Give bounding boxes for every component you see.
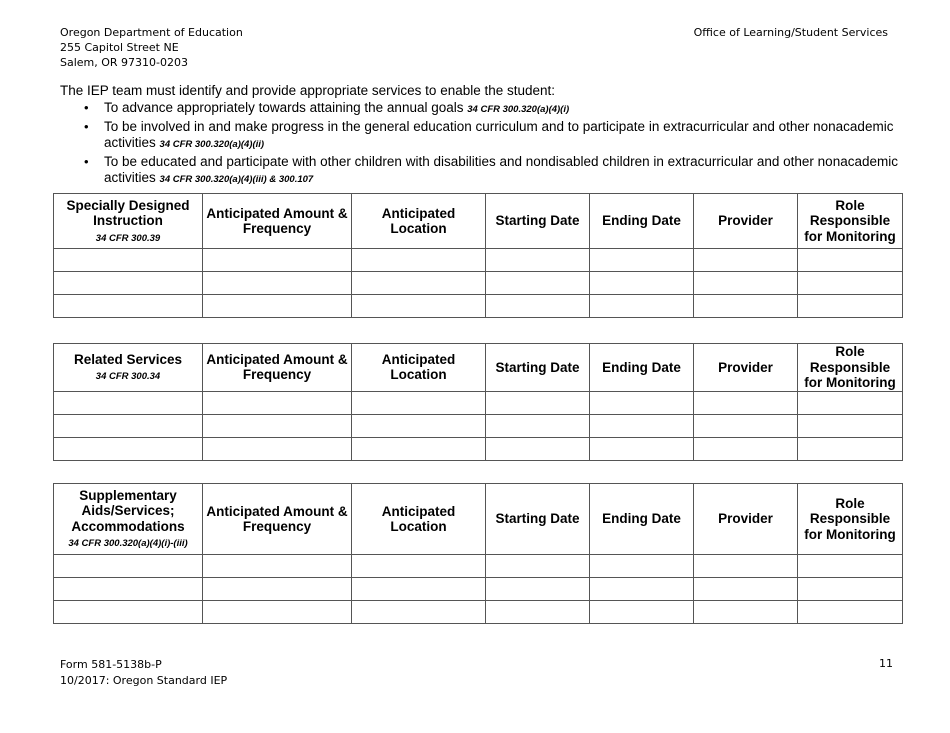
supplementary-aids-table (53, 483, 903, 624)
col-starting-date: Starting Date (486, 344, 590, 392)
table-cell[interactable] (54, 555, 203, 578)
table-cell[interactable] (590, 555, 694, 578)
table-cell[interactable] (203, 391, 352, 414)
col-location: Anticipated Location (352, 344, 486, 392)
table-cell[interactable] (54, 578, 203, 601)
col-amount-frequency: Anticipated Amount & Frequency (203, 194, 352, 249)
office-name: Office of Learning/Student Services (693, 26, 888, 39)
table-row (54, 601, 903, 624)
col-provider: Provider (694, 484, 798, 555)
table-cell[interactable] (203, 578, 352, 601)
table-cell[interactable] (694, 391, 798, 414)
table-row (54, 555, 903, 578)
col-provider: Provider (694, 194, 798, 249)
intro-bullet (104, 119, 910, 153)
intro-bullet (104, 100, 910, 118)
table-cell[interactable] (694, 555, 798, 578)
table-cell[interactable] (54, 437, 203, 460)
table-header-row (54, 344, 903, 392)
table-cell[interactable] (798, 295, 903, 318)
table-cell[interactable] (486, 249, 590, 272)
specially-designed-instruction-table (53, 193, 903, 318)
table-cell[interactable] (486, 295, 590, 318)
table-cell[interactable] (203, 601, 352, 624)
table-cell[interactable] (54, 295, 203, 318)
intro-section (60, 83, 910, 189)
table-cell[interactable] (203, 414, 352, 437)
table-cell[interactable] (54, 272, 203, 295)
table-cell[interactable] (352, 578, 486, 601)
table-cell[interactable] (54, 391, 203, 414)
col-location: Anticipated Location (352, 194, 486, 249)
col-amount-frequency: Anticipated Amount & Frequency (203, 484, 352, 555)
agency-address (60, 25, 243, 70)
table-cell[interactable] (798, 414, 903, 437)
table-cell[interactable] (590, 578, 694, 601)
agency-name: Oregon Department of Education (60, 26, 243, 39)
bullet-text: To be involved in and make progress in the general education curriculum and to participate in extracurricular and other nonacademic activities (104, 119, 894, 150)
table-cell[interactable] (486, 437, 590, 460)
table-cell[interactable] (798, 578, 903, 601)
agency-street: 255 Capitol Street NE (60, 41, 179, 54)
col-starting-date: Starting Date (486, 484, 590, 555)
table-cell[interactable] (203, 272, 352, 295)
bullet-text: To be educated and participate with other children with disabilities and nondisabled children in extracurricular and other nonacademic activities (104, 154, 898, 185)
col-amount-frequency: Anticipated Amount & Frequency (203, 344, 352, 392)
col-ending-date: Ending Date (590, 344, 694, 392)
col-role-monitoring: Role Responsible for Monitoring (798, 194, 903, 249)
table-cell[interactable] (352, 437, 486, 460)
bullet-cfr: 34 CFR 300.320(a)(4)(ii) (159, 139, 265, 150)
table-cell[interactable] (54, 414, 203, 437)
intro-bullet-list (60, 100, 910, 188)
table-cell[interactable] (486, 391, 590, 414)
agency-city: Salem, OR 97310-0203 (60, 56, 189, 69)
table-cell[interactable] (590, 414, 694, 437)
form-number: Form 581-5138b-P (60, 658, 162, 671)
table-cell[interactable] (352, 249, 486, 272)
form-version: 10/2017: Oregon Standard IEP (60, 674, 228, 687)
table-cell[interactable] (694, 414, 798, 437)
table-cell[interactable] (694, 295, 798, 318)
table-cell[interactable] (352, 272, 486, 295)
table-cell[interactable] (486, 578, 590, 601)
table-cell[interactable] (590, 601, 694, 624)
table-header-row (54, 484, 903, 555)
table-row (54, 295, 903, 318)
col-starting-date: Starting Date (486, 194, 590, 249)
table-cell[interactable] (590, 437, 694, 460)
table-cell[interactable] (352, 295, 486, 318)
table-cell[interactable] (798, 272, 903, 295)
table-cell[interactable] (486, 601, 590, 624)
table-row (54, 437, 903, 460)
col-service-title: Specially Designed Instruction 34 CFR 300.39 (54, 194, 203, 249)
table-cell[interactable] (694, 601, 798, 624)
table-cell[interactable] (590, 249, 694, 272)
table-cell[interactable] (203, 555, 352, 578)
table-cell[interactable] (486, 272, 590, 295)
table-cell[interactable] (694, 272, 798, 295)
col-ending-date: Ending Date (590, 194, 694, 249)
table-cell[interactable] (54, 249, 203, 272)
bullet-cfr: 34 CFR 300.320(a)(4)(i) (467, 104, 570, 115)
table-cell[interactable] (798, 249, 903, 272)
form-footer (60, 657, 227, 689)
bullet-text: To advance appropriately towards attaining the annual goals (104, 100, 468, 115)
bullet-cfr: 34 CFR 300.320(a)(4)(iii) & 300.107 (159, 174, 314, 185)
table-cell[interactable] (590, 272, 694, 295)
service-cfr: 34 CFR 300.34 (95, 371, 161, 382)
table-row (54, 391, 903, 414)
intro-lead: The IEP team must identify and provide appropriate services to enable the student: (60, 83, 556, 98)
col-service-title: Supplementary Aids/Services; Accommodations 34 CFR 300.320(a)(4)(i)-(iii) (54, 484, 203, 555)
table-cell[interactable] (798, 437, 903, 460)
col-role-monitoring: Role Responsible for Monitoring (798, 484, 903, 555)
table-cell[interactable] (203, 249, 352, 272)
table-cell[interactable] (590, 295, 694, 318)
table-cell[interactable] (352, 391, 486, 414)
table-cell[interactable] (798, 391, 903, 414)
table-cell[interactable] (203, 437, 352, 460)
table-cell[interactable] (798, 601, 903, 624)
table-cell[interactable] (486, 414, 590, 437)
table-cell[interactable] (54, 601, 203, 624)
table-cell[interactable] (694, 578, 798, 601)
related-services-table (53, 343, 903, 461)
col-location: Anticipated Location (352, 484, 486, 555)
table-cell[interactable] (486, 555, 590, 578)
table-cell[interactable] (203, 295, 352, 318)
table-cell[interactable] (798, 555, 903, 578)
service-cfr: 34 CFR 300.320(a)(4)(i)-(iii) (68, 538, 188, 550)
table-cell[interactable] (590, 391, 694, 414)
col-service-title: Related Services 34 CFR 300.34 (54, 344, 203, 392)
table-cell[interactable] (352, 414, 486, 437)
table-cell[interactable] (352, 601, 486, 624)
table-cell[interactable] (694, 249, 798, 272)
table-row (54, 249, 903, 272)
table-row (54, 578, 903, 601)
col-ending-date: Ending Date (590, 484, 694, 555)
page-number: 11 (879, 657, 893, 670)
col-provider: Provider (694, 344, 798, 392)
table-row (54, 414, 903, 437)
table-header-row (54, 194, 903, 249)
table-cell[interactable] (694, 437, 798, 460)
col-role-monitoring: Role Responsible for Monitoring (798, 344, 903, 392)
intro-bullet (104, 154, 910, 188)
table-cell[interactable] (352, 555, 486, 578)
service-cfr: 34 CFR 300.39 (95, 232, 161, 244)
table-row (54, 272, 903, 295)
